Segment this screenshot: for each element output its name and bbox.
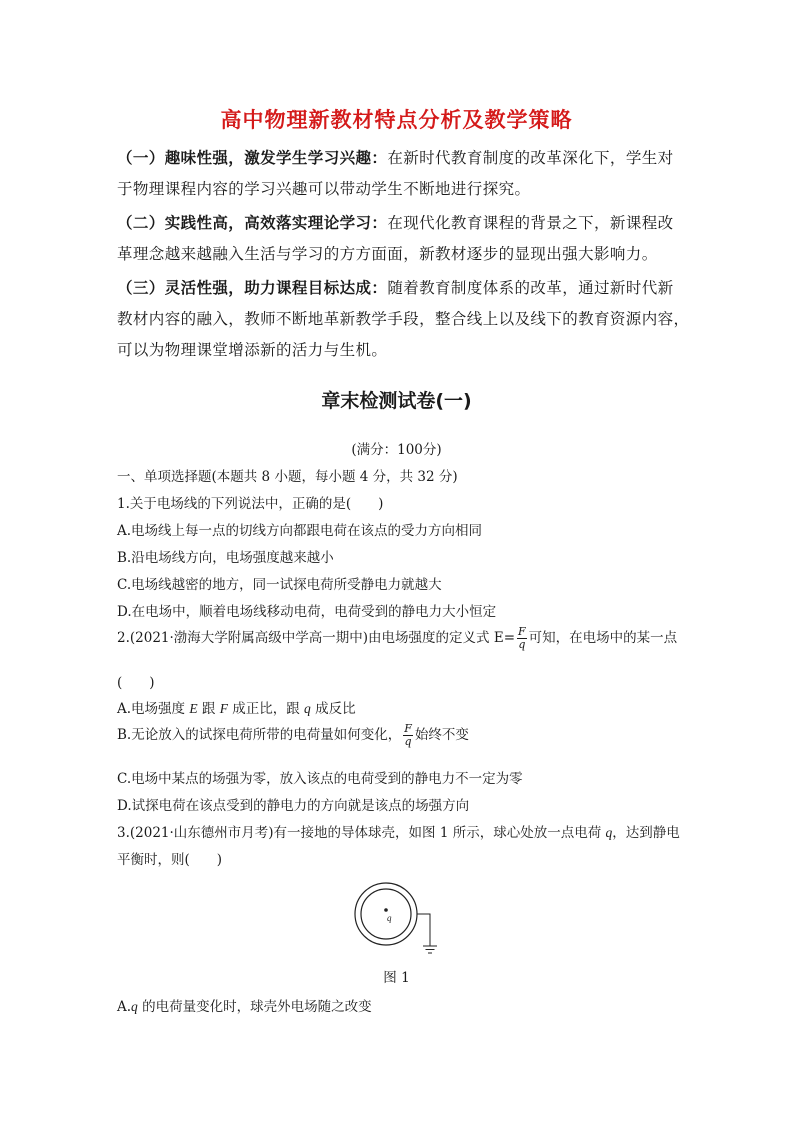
- point-charge-label: q: [387, 913, 392, 923]
- figure-1-shell-diagram: [350, 880, 450, 960]
- figure-1-caption: 图 1: [383, 970, 410, 986]
- q2-a-mid2: 成正比，跟: [227, 701, 305, 717]
- section-3-line-3: 可以为物理课堂增添新的活力与生机。: [117, 341, 388, 359]
- section-1-heading: （一）趣味性强，激发学生学习兴趣：: [117, 149, 388, 167]
- q2-option-a: [117, 697, 356, 717]
- section-heading: 一、单项选择题(本题共 8 小题，每小题 4 分，共 32 分): [117, 469, 458, 485]
- q2-a-E: E: [189, 701, 198, 716]
- section-2-line-1: [117, 208, 674, 239]
- section-2-text-1: 在现代化教育课程的背景之下，新课程改: [387, 214, 674, 232]
- q2-blank: ( ): [117, 675, 155, 691]
- q3-stem-q: q: [605, 825, 613, 840]
- inner-shell-circle: [361, 889, 411, 939]
- q2-stem-pre: 2.(2021·渤海大学附属高级中学高一期中)由电场强度的定义式 E=: [117, 630, 516, 646]
- q3-stem-line-2: 平衡时，则( ): [117, 852, 223, 868]
- section-3-text-1: 随着教育制度体系的改革，通过新时代新: [387, 279, 674, 297]
- q1-stem: 1.关于电场线的下列说法中，正确的是( ): [117, 496, 384, 512]
- q2-stem: [117, 626, 677, 651]
- q2-a-q: q: [304, 701, 311, 716]
- section-2-line-2: 革理念越来越融入生活与学习的方方面面，新教材逐步的显现出强大影响力。: [117, 245, 658, 263]
- q2-option-c: C.电场中某点的场强为零，放入该点的电荷受到的静电力不一定为零: [117, 771, 523, 787]
- q2-b-fraction: [403, 723, 413, 748]
- outer-shell-circle: [355, 883, 417, 945]
- q3-option-a: [117, 995, 372, 1015]
- q3-a-pre: A.: [117, 999, 132, 1015]
- document-title: 高中物理新教材特点分析及教学策略: [220, 108, 573, 132]
- section-3-line-2: 教材内容的融入，教师不断地革新教学手段，整合线上以及线下的教育资源内容，: [117, 310, 690, 328]
- q2-a-mid1: 跟: [197, 701, 220, 717]
- q3-a-q: q: [131, 999, 138, 1014]
- q2-option-d: D.试探电荷在该点受到的静电力的方向就是该点的场强方向: [117, 798, 470, 814]
- q1-option-b: B.沿电场线方向，电场强度越来越小: [117, 550, 334, 566]
- q2-frac-den: q: [518, 638, 526, 651]
- q2-b-frac-num: F: [404, 722, 412, 735]
- q3-stem-post: ，达到静电: [612, 825, 680, 841]
- q2-b-pre: B.无论放入的试探电荷所带的电荷量如何变化，: [117, 727, 402, 743]
- q2-a-F: F: [219, 701, 228, 716]
- point-charge-dot: [384, 908, 388, 912]
- section-1-text-1: 在新时代教育制度的改革深化下，学生对: [387, 149, 674, 167]
- q2-b-post: 始终不变: [414, 727, 469, 743]
- q1-option-d: D.在电场中，顺着电场线移动电荷，电荷受到的静电力大小恒定: [117, 604, 497, 620]
- q2-a-pre: A.电场强度: [117, 701, 190, 717]
- section-3-heading: （三）灵活性强，助力课程目标达成：: [117, 279, 388, 297]
- section-1-line-1: [117, 143, 674, 174]
- section-3-line-1: [117, 273, 674, 304]
- q1-option-c: C.电场线越密的地方，同一试探电荷所受静电力就越大: [117, 577, 442, 593]
- exam-score: (满分：100分): [351, 442, 442, 458]
- q2-frac-num: F: [518, 625, 526, 638]
- q2-option-b: [117, 723, 469, 748]
- exam-title: 章末检测试卷(一): [321, 390, 472, 412]
- q3-stem-line-1: [117, 821, 680, 841]
- q2-fraction: [517, 626, 527, 651]
- q1-option-a: A.电场线上每一点的切线方向都跟电荷在该点的受力方向相同: [117, 523, 483, 539]
- q2-stem-post: 可知，在电场中的某一点: [528, 630, 678, 646]
- q3-a-post: 的电荷量变化时，球壳外电场随之改变: [137, 999, 372, 1015]
- ground-wire: [417, 914, 430, 946]
- q2-b-frac-den: q: [404, 735, 412, 748]
- section-2-heading: （二）实践性高，高效落实理论学习：: [117, 214, 388, 232]
- q2-a-post: 成反比: [310, 701, 356, 717]
- q3-stem-pre: 3.(2021·山东德州市月考)有一接地的导体球壳，如图 1 所示，球心处放一点电荷: [117, 825, 606, 841]
- section-1-line-2: 于物理课程内容的学习兴趣可以带动学生不断地进行探究。: [117, 180, 531, 198]
